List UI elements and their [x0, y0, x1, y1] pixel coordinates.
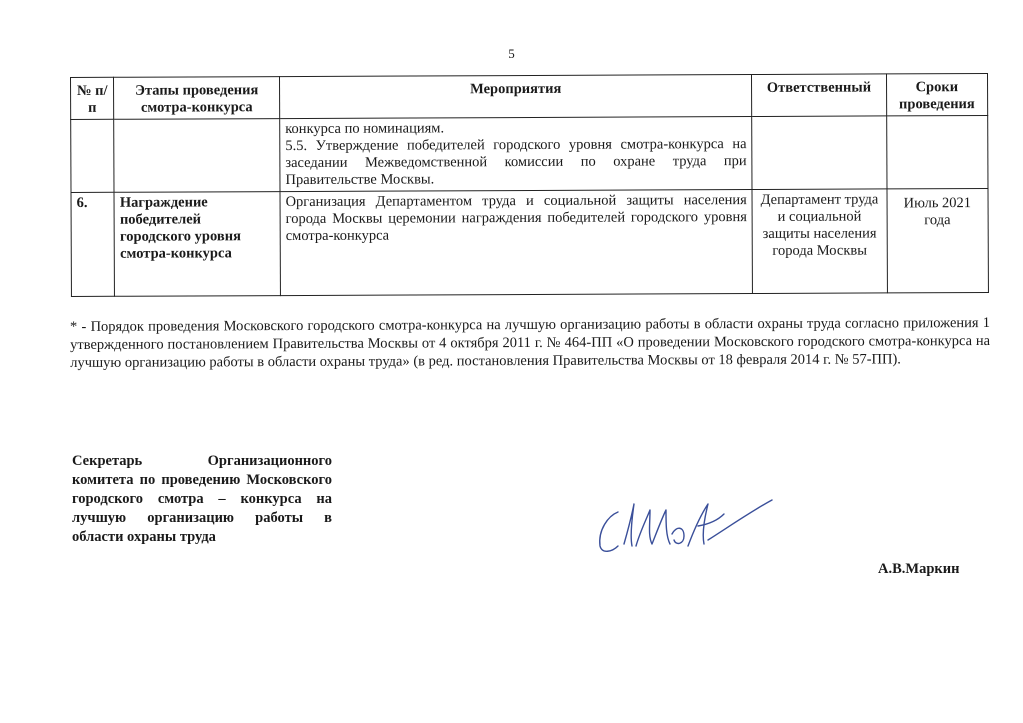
- footnote: * - Порядок проведения Московского городского смотра-конкурса на лучшую организацию работы в области охраны труда согласно приложения 1 утвержденного постановлением Правительства Москвы от 4 октября 2011 г. № 464-ПП «О проведении Московского городского смотра-конкурса на лучшую организацию работы в области охраны труда» (в ред. постановления Правительства Москвы от 18 февраля 2014 г. № 57-ПП).: [70, 314, 991, 371]
- handwritten-signature: [590, 490, 780, 560]
- row-num: 6.: [71, 192, 115, 296]
- row-dates: [886, 115, 988, 188]
- signer-name: А.В.Маркин: [878, 561, 960, 577]
- page-number: 5: [508, 46, 515, 61]
- header-stage: Этапы проведения смотра-конкурса: [114, 77, 280, 120]
- activity-line: Организация Департаментом труда и социальной защиты населения города Москвы церемонии награждения победителей городского уровня смотра-конкурса: [285, 192, 747, 245]
- events-table: [70, 73, 989, 297]
- activity-line: конкурса по номинациям.: [285, 120, 445, 138]
- activity-line: 5.5. Утверждение победителей городского уровня смотра-конкурса на заседании Межведомственной комиссии по охране труда при Правительстве Москвы.: [285, 136, 747, 189]
- table-header-row: [71, 73, 988, 119]
- row-activities: [280, 117, 753, 192]
- row-responsible: Департамент труда и социальной защиты населения города Москвы: [752, 189, 887, 294]
- row-stage: Награждение победителей городского уровня смотра-конкурса: [114, 192, 280, 297]
- header-responsible: Ответственный: [752, 74, 886, 117]
- table-row: [71, 115, 988, 192]
- row-activities: [280, 190, 753, 296]
- table-row: [71, 188, 988, 296]
- row-stage: [114, 119, 280, 193]
- row-num: [71, 119, 115, 192]
- header-activities: Мероприятия: [280, 75, 752, 119]
- header-dates: Сроки проведения: [886, 73, 988, 115]
- row-dates: Июль 2021 года: [887, 188, 989, 292]
- header-num: № п/п: [71, 77, 114, 119]
- secretary-position: Секретарь Организационного комитета по проведению Московского городского смотра – конкурса на лучшую организацию работы в области охраны труда: [72, 453, 332, 545]
- row-responsible: [752, 116, 887, 190]
